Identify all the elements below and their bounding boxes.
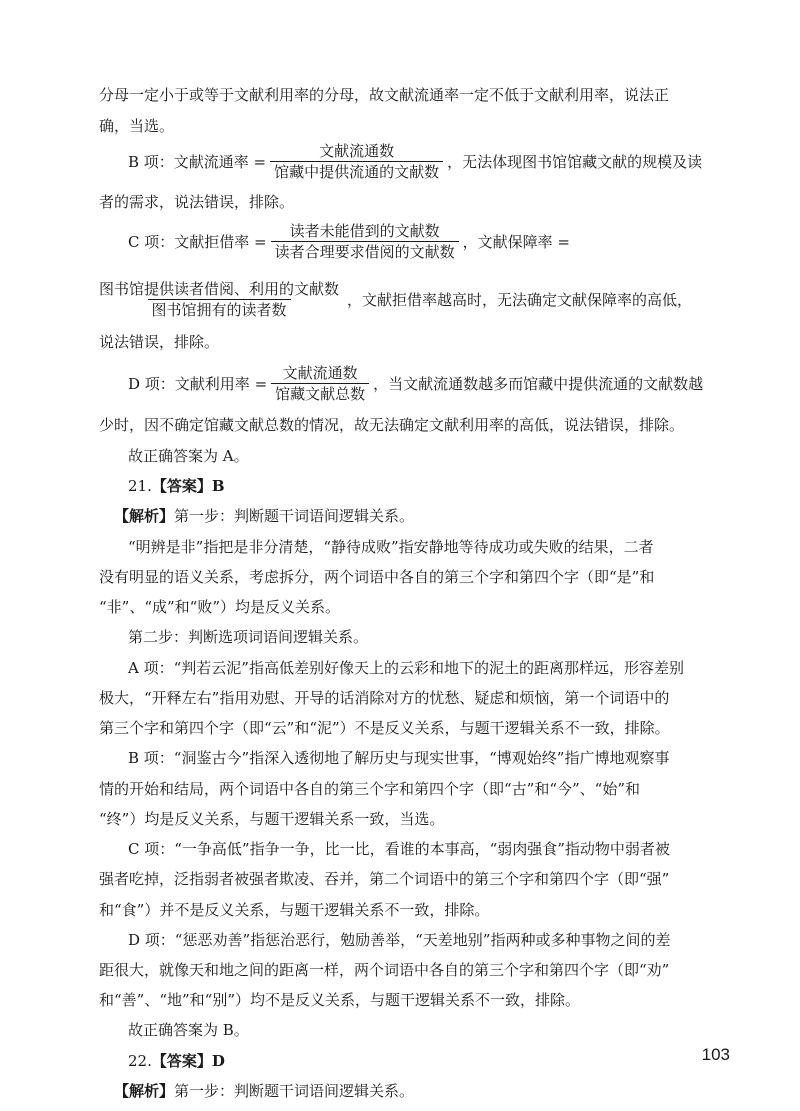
q22-header	[128, 1051, 225, 1071]
option-b-denominator: 馆藏中提供流通的文献数	[270, 161, 443, 181]
option-c-fraction	[271, 222, 459, 261]
option-d-fraction	[271, 364, 369, 403]
q21-answer-tag: 【答案】B	[151, 477, 225, 495]
option-c-suffix-2: ，文献拒借率越高时，无法确定文献保障率的高低，	[347, 290, 693, 309]
intro-line-2: 确，当选。	[99, 117, 175, 135]
option-c-formula	[128, 222, 570, 261]
option-b-fraction	[270, 142, 443, 181]
q21-b-line-3: “终”）均是反义关系，与题干逻辑关系一致，当选。	[99, 810, 445, 828]
option-c-denominator: 读者合理要求借阅的文献数	[271, 241, 459, 261]
q21-analysis-tag: 【解析】	[114, 507, 175, 525]
q21-conclusion: 故正确答案为 B。	[128, 1021, 249, 1039]
q21-a-line-2: 极大，“开释左右”指用劝慰、开导的话消除对方的忧愁、疑虑和烦恼，第一个词语中的	[99, 689, 670, 707]
option-d-numerator: 文献流通数	[282, 364, 358, 382]
q21-step2: 第二步：判断选项词语间逻辑关系。	[128, 628, 369, 646]
option-c-numerator-2: 图书馆提供读者借阅、利用的文献数	[99, 280, 340, 298]
q21-d-line-2: 距很大，就像天和地之间的距离一样，两个词语中各自的第三个字和第四个字（即“劝”	[99, 961, 670, 979]
q22-number: 22.	[128, 1052, 152, 1070]
option-d-line-2: 少时，因不确定馆藏文献总数的情况，故无法确定文献利用率的高低，说法错误，排除。	[99, 416, 685, 434]
q21-p1-line-2: 没有明显的语义关系，考虑拆分，两个词语中各自的第三个字和第四个字（即“是”和	[99, 568, 655, 586]
q22-analysis-tag: 【解析】	[114, 1082, 175, 1100]
q21-b-line-2: 情的开始和结局，两个词语中各自的第三个字和第四个字（即“古”和“今”、“始”和	[99, 780, 641, 798]
q21-analysis-text: 第一步：判断题干词语间逻辑关系。	[174, 507, 415, 525]
q21-p1-line-3: “非”、“成”和“败”）均是反义关系。	[99, 598, 341, 616]
option-c-suffix: ，文献保障率 =	[462, 232, 570, 251]
option-b-suffix: ，无法体现图书馆馆藏文献的规模及读	[447, 152, 703, 171]
q21-a-line-3: 第三个字和第四个字（即“云”和“泥”）不是反义关系，与题干逻辑关系不一致，排除。	[99, 719, 670, 737]
q21-c-line-1: C 项：“一争高低”指争一争，比一比，看谁的本事高，“弱肉强食”指动物中弱者被	[128, 840, 670, 858]
conclusion-20: 故正确答案为 A。	[128, 447, 249, 465]
intro-line-1: 分母一定小于或等于文献利用率的分母，故文献流通率一定不低于文献利用率，说法正	[99, 86, 670, 104]
option-d-prefix: D 项：文献利用率 =	[128, 374, 268, 393]
q21-number: 21.	[128, 477, 152, 495]
option-b-line-2: 者的需求，说法错误，排除。	[99, 193, 295, 211]
q21-d-line-1: D 项：“惩恶劝善”指惩治恶行，勉励善举，“天差地别”指两种或多种事物之间的差	[128, 931, 671, 949]
q22-analysis-text: 第一步：判断题干词语间逻辑关系。	[174, 1082, 415, 1100]
option-d-suffix: ，当文献流通数越多而馆藏中提供流通的文献数越	[373, 374, 704, 393]
q22-analysis	[114, 1081, 414, 1101]
page-number: 103	[701, 1045, 730, 1064]
option-b-numerator: 文献流通数	[319, 142, 395, 160]
q21-c-line-2: 强者吃掉，泛指弱者被强者欺凌、吞并，第二个词语中的第三个字和第四个字（即“强”	[99, 870, 670, 888]
option-b-prefix: B 项：文献流通率 =	[128, 152, 267, 171]
option-c-prefix: C 项：文献拒借率 =	[128, 232, 267, 251]
q21-c-line-3: 和“食”）并不是反义关系，与题干逻辑关系不一致，排除。	[99, 901, 490, 919]
q21-d-line-3: 和“善”、“地”和“别”）均不是反义关系，与题干逻辑关系不一致，排除。	[99, 991, 581, 1009]
option-c-formula-2	[95, 280, 692, 319]
q21-a-line-1: A 项：“判若云泥”指高低差别好像天上的云彩和地下的泥土的距离那样远，形容差别	[128, 659, 684, 677]
q21-analysis	[114, 506, 414, 526]
q21-header	[128, 476, 225, 496]
option-d-formula	[128, 364, 703, 403]
q22-answer-tag: 【答案】D	[151, 1052, 225, 1070]
option-c-numerator: 读者未能借到的文献数	[289, 222, 440, 240]
option-c-fraction-2	[95, 280, 343, 319]
option-d-denominator: 馆藏文献总数	[271, 383, 369, 403]
option-c-denominator-2: 图书馆拥有的读者数	[148, 299, 291, 319]
q21-p1-line-1: “明辨是非”指把是非分清楚，“静待成败”指安静地等待成功或失败的结果，二者	[128, 538, 654, 556]
option-b-formula	[128, 142, 702, 181]
q21-b-line-1: B 项：“洞鉴古今”指深入透彻地了解历史与现实世事，“博观始终”指广博地观察事	[128, 749, 670, 767]
option-c-line-3: 说法错误，排除。	[99, 333, 220, 351]
